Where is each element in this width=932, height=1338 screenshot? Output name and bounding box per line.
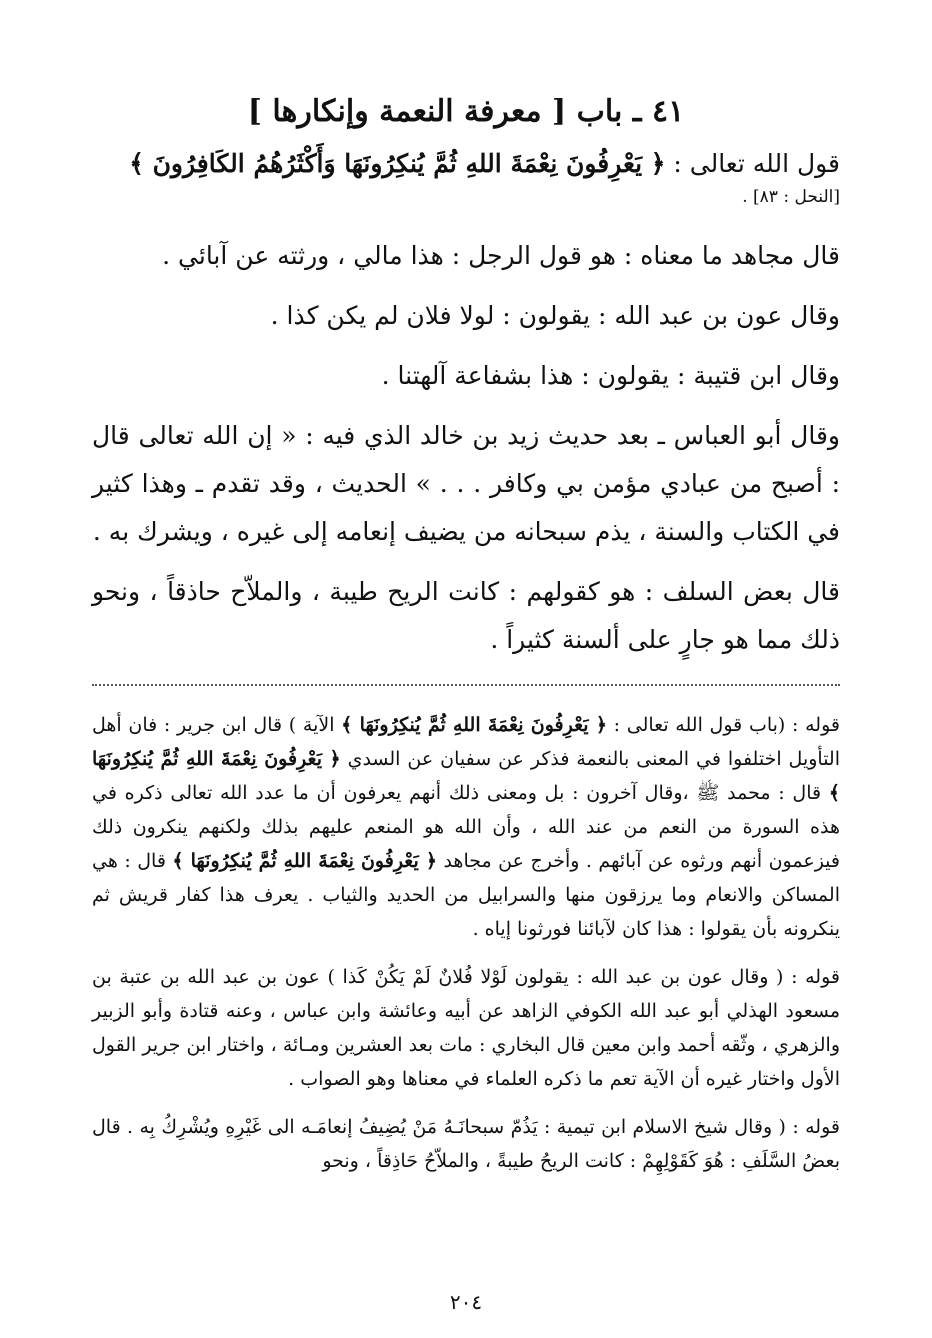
main-text: [92, 140, 840, 664]
note-1-part-a: قوله : (باب قول الله تعالى :: [606, 714, 840, 736]
note-3: قوله : ( وقال شيخ الاسلام ابن تيمية : يَذُمّ سبحانَـهُ مَنْ يُضِيفُ إنعامَـه الى غَيْرِهِ ويُشْرِكُ بِه . قال بعضُ السَّلَفِ : هُوَ كَقَوْلِهِمْ : كانت الريحُ طيبةً ، والملاّحُ حَاذِقاً ، ونحو: [92, 1116, 840, 1172]
paragraph-ibn-qutayba: وقال ابن قتيبة : يقولون : هذا بشفاعة آلهتنا .: [381, 361, 840, 390]
commentary-notes: [92, 708, 840, 1178]
verse-paragraph: [92, 140, 840, 188]
note-1-part-b: الآية ) قال ابن جرير : فان أهل التأويل اختلفوا في المعنى بالنعمة فذكر عن سفيان عن السدي: [92, 714, 840, 770]
paragraph-abu-al-abbas: وقال أبو العباس ـ بعد حديث زيد بن خالد الذي فيه : « إن الله تعالى قال : أصبح من عبادي مؤمن بي وكافر . . . » الحديث ، وقد تقدم ـ وهذا كثير في الكتاب والسنة ، يذم سبحانه من يضيف إنعامه إلى غيره ، ويشرك به .: [92, 421, 840, 546]
paragraph-mujahid: قال مجاهد ما معناه : هو قول الرجل : هذا مالي ، ورثته عن آبائي .: [162, 241, 840, 270]
note-1-part-c: قال : محمد ﷺ ،وقال آخرون : بل ومعنى ذلك أنهم يعرفون أن ما عدد الله تعالى ذكره في هذه السورة من النعم من عند الله ، وأن الله هو المنعم عليهم بذلك ولكنهم ينكرون ذلك فيزعمون أنهم ورثوه عن آبائهم . وأخرج عن مجاهد: [92, 782, 840, 872]
footnote-separator: [92, 684, 840, 686]
verse-intro: قول الله تعالى :: [665, 149, 840, 178]
page-number: ٢٠٤: [449, 1290, 483, 1314]
quran-verse: ﴿ يَعْرِفُونَ نِعْمَةَ اللهِ ثُمَّ يُنكِرُونَهَا وَأَكْثَرُهُمُ الكَافِرُونَ ﴾: [129, 149, 666, 178]
paragraph-salaf: قال بعض السلف : هو كقولهم : كانت الريح طيبة ، والملاّح حاذقاً ، ونحو ذلك مما هو جارٍ على ألسنة كثيراً .: [92, 577, 840, 654]
note-1: [92, 708, 840, 946]
paragraph-awn: وقال عون بن عبد الله : يقولون : لولا فلان لم يكن كذا .: [270, 301, 840, 330]
verse-citation: [النحل : ٨٣] .: [742, 187, 840, 207]
note-1-verse-3: ﴿ يَعْرِفُونَ نِعْمَةَ اللهِ ثُمَّ يُنكِرُونَهَا ﴾: [172, 850, 437, 872]
note-1-part-d: قال : هي المساكن والانعام وما يرزقون منها والسرابيل من الحديد والثياب . يعرف هذا كفار قريش ثم ينكرونه بأن يقولوا : هذا كان لآبائنا فورثونا إياه .: [92, 850, 840, 940]
note-2: قوله : ( وقال عون بن عبد الله : يقولون لَوْلا فُلانٌ لَمْ يَكُنْ كَذا ) عون بن عبد الله بن عتبة بن مسعود الهذلي أبو عبد الله الكوفي الزاهد عن أبيه وعائشة وابن عباس ، وعنه قتادة وأبو الزبير والزهري ، وثّقه أحمد وابن معين قال البخاري : مات بعد العشرين ومـائة ، واختار ابن جرير القول الأول واختار غيره أن الآية تعم ما ذكره العلماء في معناها وهو الصواب .: [92, 966, 840, 1090]
note-1-verse-2: ﴿ يَعْرِفُونَ نِعْمَةَ اللهِ ثُمَّ يُنكِرُونَهَا ﴾: [92, 748, 840, 804]
chapter-title: ٤١ ـ باب [ معرفة النعمة وإنكارها ]: [247, 94, 685, 129]
note-1-verse-1: ﴿ يَعْرِفُونَ نِعْمَةَ اللهِ ثُمَّ يُنكِرُونَهَا ﴾: [341, 714, 607, 736]
